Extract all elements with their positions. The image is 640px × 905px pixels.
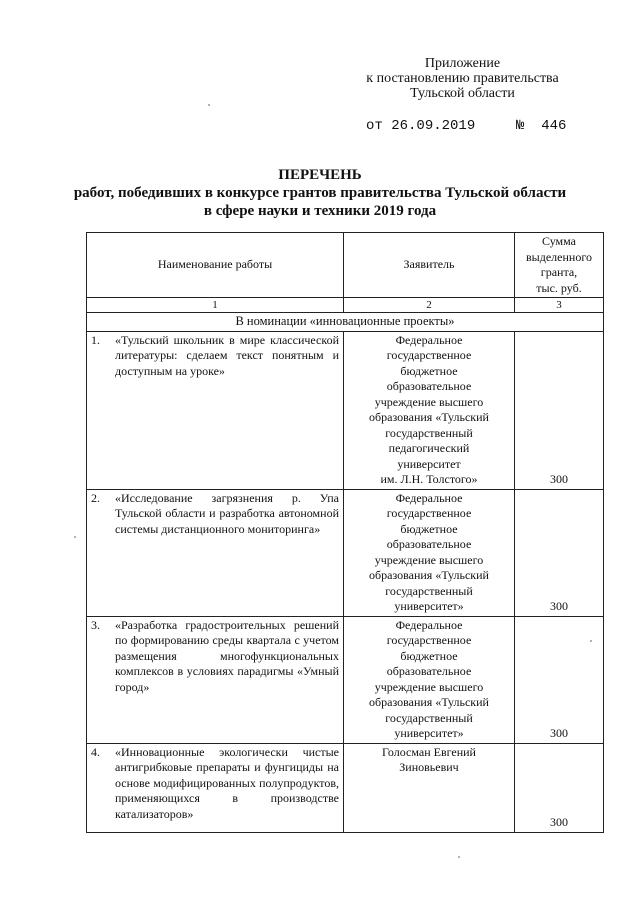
column-number: 1 [87, 298, 344, 313]
grant-sum: 300 [515, 743, 604, 832]
scan-speck [458, 856, 460, 858]
applicant-line: бюджетное [400, 363, 458, 378]
decree-number: 446 [541, 118, 567, 134]
grant-sum: 300 [515, 331, 604, 489]
applicant-line: учреждение высшего [374, 552, 484, 567]
title-line-2: работ, победивших в конкурсе грантов правительства Тульской области [73, 185, 567, 201]
applicant-line: государственный [385, 583, 473, 598]
grant-sum: 300 [515, 489, 604, 616]
applicant-line: образовательное [386, 379, 472, 393]
column-number: 2 [344, 298, 515, 313]
section-title: В номинации «инновационные проекты» [87, 313, 604, 332]
applicant-line: образования «Тульский [369, 695, 489, 709]
scan-speck [74, 536, 76, 538]
applicant-cell [344, 743, 515, 832]
work-cell [87, 489, 344, 616]
applicant-cell [344, 616, 515, 743]
header-sum-line: тыс. руб. [536, 280, 582, 295]
attachment-line: Тульской области [410, 86, 515, 101]
table-row [87, 616, 604, 743]
work-name: «Исследование загрязнения р. Упа Тульской области и разработка автономной системы дистанционного мониторинга» [115, 490, 339, 536]
applicant-line: педагогический [388, 441, 470, 455]
applicant-line: Зиновьевич [399, 760, 459, 774]
applicant-line: Федеральное [395, 332, 463, 347]
applicant-line: государственный [385, 710, 473, 725]
applicant-line: государственный [385, 425, 473, 440]
applicant-line: университет» [394, 726, 464, 740]
applicant-cell [344, 489, 515, 616]
number-label: № [516, 118, 525, 134]
work-cell [87, 616, 344, 743]
applicant-line: университет [397, 456, 461, 471]
table-row [87, 743, 604, 832]
row-index: 4. [91, 744, 100, 759]
header-name: Наименование работы [87, 233, 344, 298]
scan-speck [208, 104, 210, 106]
attachment-block [340, 56, 585, 101]
document-title [40, 166, 600, 220]
header-applicant: Заявитель [344, 233, 515, 298]
row-index: 1. [91, 332, 100, 347]
header-row [87, 233, 604, 298]
section-row [87, 313, 604, 332]
applicant-line: университет» [394, 599, 464, 613]
applicant-line: государственное [386, 348, 472, 362]
applicant-line: учреждение высшего [374, 679, 484, 694]
column-number: 3 [515, 298, 604, 313]
applicant-line: образования «Тульский [369, 410, 489, 424]
applicant-cell [344, 331, 515, 489]
applicant-line: Голосман Евгений [382, 744, 476, 759]
grants-table [86, 232, 604, 833]
table-row [87, 489, 604, 616]
applicant-line: бюджетное [400, 521, 458, 536]
applicant-line: бюджетное [400, 648, 458, 663]
applicant-line: образования «Тульский [369, 568, 489, 582]
header-sum [515, 233, 604, 298]
header-sum-line: Сумма [542, 234, 576, 248]
table-row [87, 331, 604, 489]
scan-speck [590, 640, 592, 642]
work-name: «Инновационные экологически чистые антигрибковые препараты и фунгициды на основе модифицированных полупродуктов, применяющихся в производстве катализаторов» [115, 744, 339, 821]
applicant-line: Федеральное [395, 490, 463, 505]
row-index: 3. [91, 617, 100, 632]
header-sum-line: гранта, [540, 265, 578, 279]
applicant-line: образовательное [386, 664, 472, 678]
applicant-line: государственное [386, 506, 472, 520]
column-number-row [87, 298, 604, 313]
work-cell [87, 743, 344, 832]
date-label: от [366, 118, 383, 134]
work-name: «Тульский школьник в мире классической литературы: сделаем текст понятным и доступным на уроке» [115, 332, 339, 378]
applicant-line: Федеральное [395, 617, 463, 632]
title-line-3: в сфере науки и техники 2019 года [203, 203, 437, 219]
applicant-line: образовательное [386, 537, 472, 551]
applicant-line: учреждение высшего [374, 394, 484, 409]
work-name: «Разработка градостроительных решений по формированию среды квартала с учетом размещения многофункциональных комплексов в условиях парадигмы «Умный город» [115, 617, 339, 694]
applicant-line: им. Л.Н. Толстого» [380, 472, 478, 486]
work-cell [87, 331, 344, 489]
grant-sum: 300 [515, 616, 604, 743]
decree-line [366, 118, 567, 134]
applicant-line: государственное [386, 633, 472, 647]
row-index: 2. [91, 490, 100, 505]
decree-date: 26.09.2019 [391, 118, 476, 134]
header-sum-line: выделенного [526, 249, 592, 264]
attachment-line: Приложение [424, 56, 501, 71]
title-line-1: ПЕРЕЧЕНЬ [278, 167, 362, 183]
attachment-line: к постановлению правительства [366, 71, 559, 86]
